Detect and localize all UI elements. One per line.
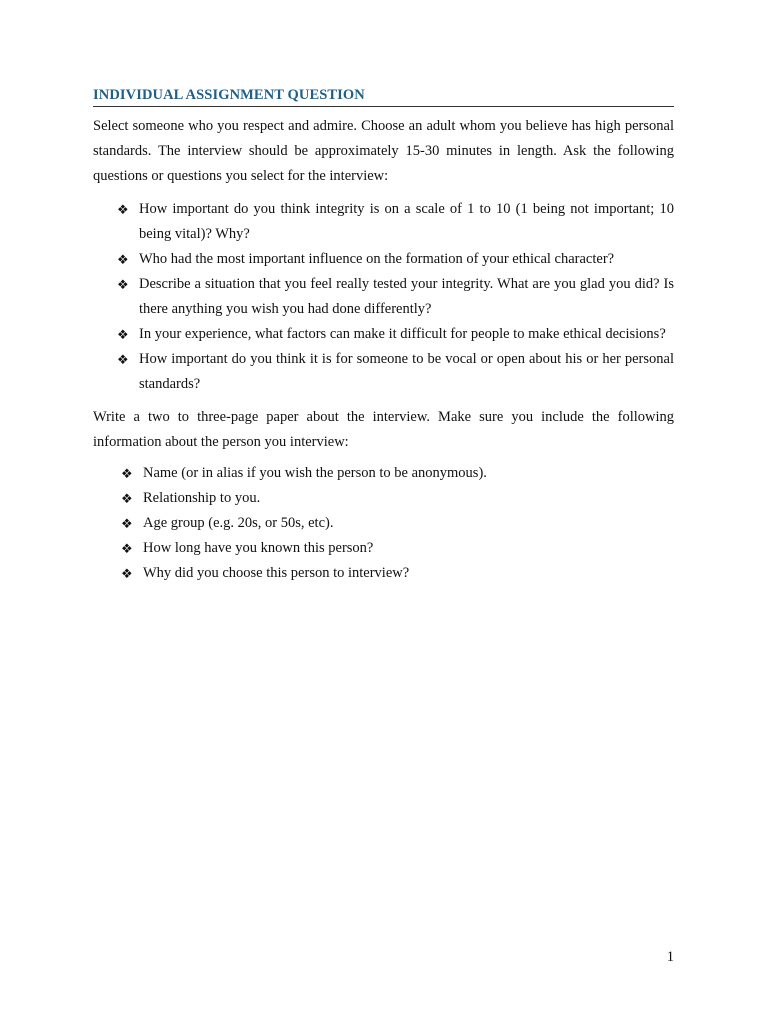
list-item xyxy=(93,272,674,322)
question-text: How important do you think integrity is on a scale of 1 to 10 (1 being not important; 10 being vital)? Why? xyxy=(139,201,674,242)
question-text: How important do you think it is for someone to be vocal or open about his or her personal standards? xyxy=(139,351,674,392)
intro-paragraph: Select someone who you respect and admire. Choose an adult whom you believe has high personal standards. The interview should be approximately 15-30 minutes in length. Ask the following questions or questions you select for the interview: xyxy=(93,118,674,184)
diamond-bullet-icon: ❖ xyxy=(117,327,129,342)
interview-questions-list xyxy=(93,197,674,397)
list-item xyxy=(93,347,674,397)
page-number: 1 xyxy=(666,949,674,965)
diamond-bullet-icon: ❖ xyxy=(121,466,133,481)
assignment-heading: INDIVIDUAL ASSIGNMENT QUESTION xyxy=(93,86,674,107)
list-item xyxy=(93,536,674,561)
diamond-bullet-icon: ❖ xyxy=(121,516,133,531)
list-item xyxy=(93,322,674,347)
question-text: In your experience, what factors can make it difficult for people to make ethical decisions? xyxy=(139,326,666,342)
list-item xyxy=(93,197,674,247)
diamond-bullet-icon: ❖ xyxy=(117,252,129,267)
person-info-list xyxy=(93,461,674,586)
diamond-bullet-icon: ❖ xyxy=(121,491,133,506)
list-item xyxy=(93,461,674,486)
diamond-bullet-icon: ❖ xyxy=(117,352,129,367)
list-item xyxy=(93,247,674,272)
diamond-bullet-icon: ❖ xyxy=(117,202,129,217)
diamond-bullet-icon: ❖ xyxy=(117,277,129,292)
info-item-text: Why did you choose this person to interview? xyxy=(143,565,410,581)
question-text: Describe a situation that you feel really tested your integrity. What are you glad you did? Is there anything you wish you had done differently? xyxy=(139,276,674,317)
paper-instructions-paragraph: Write a two to three-page paper about the interview. Make sure you include the following information about the person you interview: xyxy=(93,409,674,450)
diamond-bullet-icon: ❖ xyxy=(121,566,133,581)
list-item xyxy=(93,486,674,511)
document-page xyxy=(93,86,674,586)
info-item-text: Relationship to you. xyxy=(143,490,261,506)
list-item xyxy=(93,561,674,586)
info-item-text: How long have you known this person? xyxy=(143,540,374,556)
diamond-bullet-icon: ❖ xyxy=(121,541,133,556)
info-item-text: Name (or in alias if you wish the person to be anonymous). xyxy=(143,465,487,481)
question-text: Who had the most important influence on the formation of your ethical character? xyxy=(139,251,615,267)
list-item xyxy=(93,511,674,536)
info-item-text: Age group (e.g. 20s, or 50s, etc). xyxy=(143,515,334,531)
